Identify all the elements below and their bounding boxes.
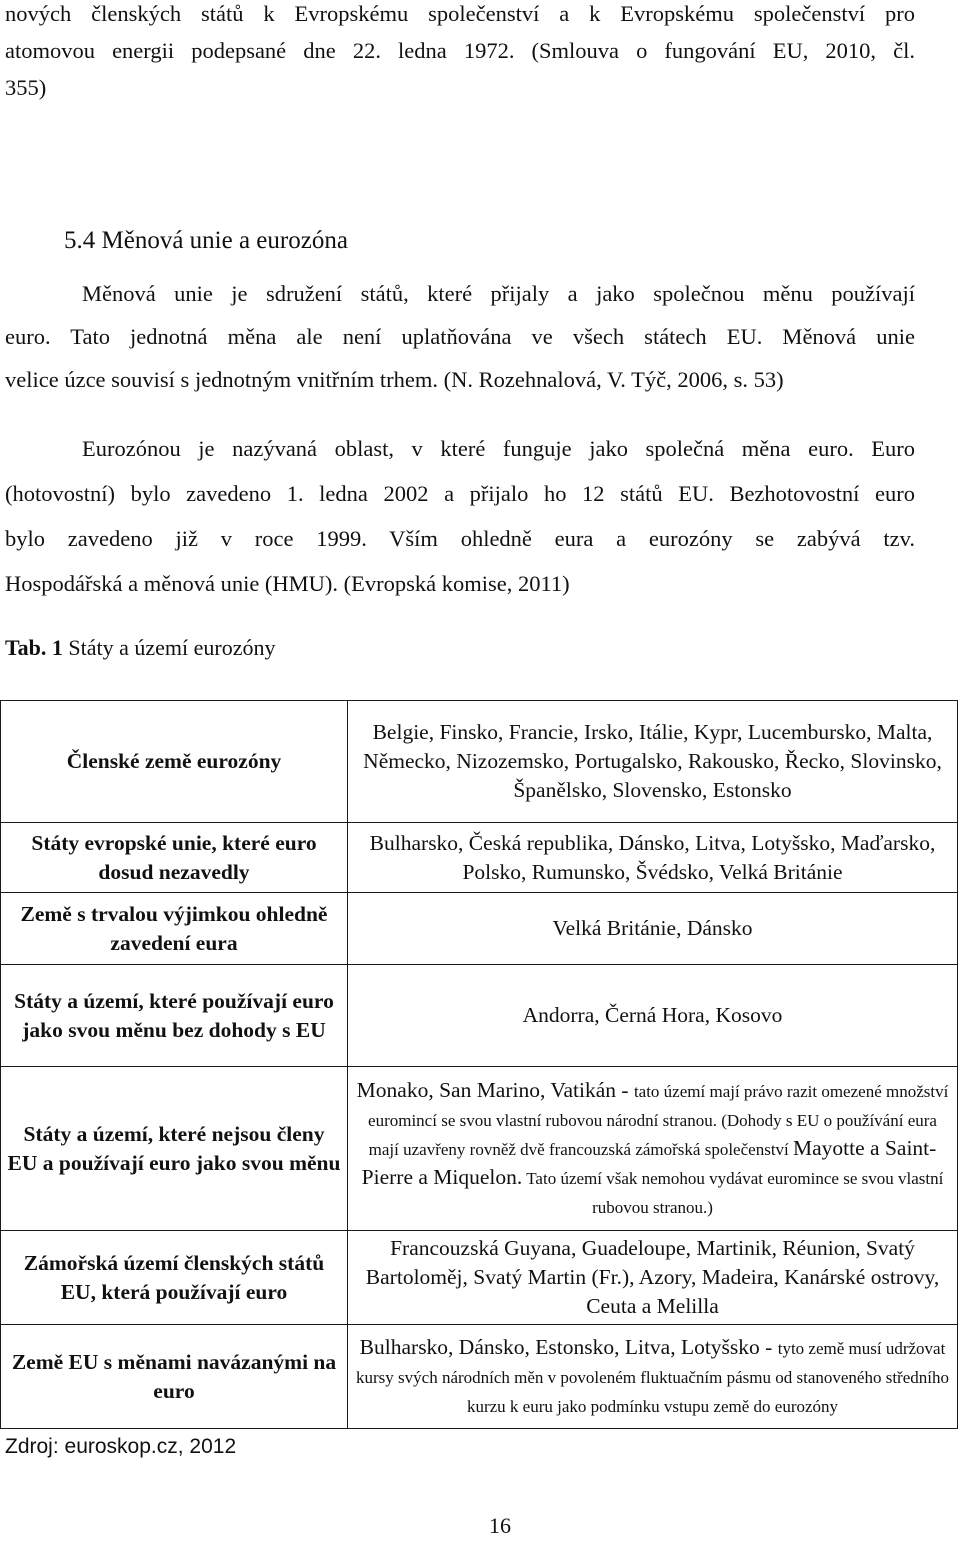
table-row-label: Státy a území, které používají euro jako svou měnu bez dohody s EU: [1, 965, 348, 1067]
table-row: [1, 1325, 958, 1429]
paragraph-2-line-2: (hotovostní) bylo zavedeno 1. ledna 2002 a přijalo ho 12 států EU. Bezhotovostní euro: [5, 481, 915, 506]
table-row-label: Státy a území, které nejsou členy EU a používají euro jako svou měnu: [1, 1067, 348, 1231]
table-row: [1, 823, 958, 893]
table-row-value: [348, 1325, 958, 1429]
paragraph-1-line-1: Měnová unie je sdružení států, které přijaly a jako společnou měnu používají: [82, 281, 915, 306]
table-row-value: Bulharsko, Česká republika, Dánsko, Litva, Lotyšsko, Maďarsko, Polsko, Rumunsko, Švédsko, Velká Británie: [348, 823, 958, 893]
intro-line-2: atomovou energii podepsané dne 22. ledna 1972. (Smlouva o fungování EU, 2010, čl.: [5, 38, 915, 63]
table-source: Zdroj: euroskop.cz, 2012: [5, 1435, 237, 1458]
paragraph-2-line-1: Eurozónou je nazývaná oblast, v které funguje jako společná měna euro. Euro: [82, 436, 915, 461]
table-row: [1, 965, 958, 1067]
table-caption: [5, 634, 276, 662]
table-value-note-1: tyto země musí udržovat kursy svých národních měn v povoleném fluktuačním pásmu od stanoveného středního kurzu k euru jako podmínku vstupu země do eurozóny: [356, 1339, 949, 1416]
table-row: [1, 701, 958, 823]
table-row: [1, 893, 958, 965]
table-value-note-1: tato území mají právo razit omezené množství euromincí se svou vlastní rubovou národní stranou. (Dohody s EU o používání eura mají uzavřeny rovněž dvě francouzská zámořská společenství: [368, 1082, 949, 1159]
table-row-label: Státy evropské unie, které euro dosud nezavedly: [1, 823, 348, 893]
table-row-label: Země EU s měnami navázanými na euro: [1, 1325, 348, 1429]
intro-line-3: 355): [5, 75, 47, 100]
table-row-label: Členské země eurozóny: [1, 701, 348, 823]
table-caption-text: Státy a území eurozóny: [62, 635, 276, 660]
paragraph-2-line-4: Hospodářská a měnová unie (HMU). (Evropská komise, 2011): [5, 571, 570, 596]
page-number: 16: [489, 1513, 511, 1538]
table-value-main-1: Monako, San Marino, Vatikán -: [356, 1078, 634, 1102]
table-row-value: Belgie, Finsko, Francie, Irsko, Itálie, Kypr, Lucembursko, Malta, Německo, Nizozemsko, Portugalsko, Rakousko, Řecko, Slovinsko, Španělsko, Slovensko, Estonsko: [348, 701, 958, 823]
intro-line-1: nových členských států k Evropskému společenství a k Evropskému společenství pro: [5, 1, 915, 26]
table-row-value: Andorra, Černá Hora, Kosovo: [348, 965, 958, 1067]
table-row-label: Zámořská území členských států EU, která používají euro: [1, 1231, 348, 1325]
table-caption-label: Tab. 1: [5, 635, 63, 660]
table-row-value: Velká Británie, Dánsko: [348, 893, 958, 965]
paragraph-2-line-3: bylo zavedeno již v roce 1999. Vším ohledně eura a eurozóny se zabývá tzv.: [5, 526, 915, 551]
table-value-note-2: Tato území však nemohou vydávat euromince se svou vlastní rubovou stranou.): [522, 1169, 944, 1217]
table-row: [1, 1231, 958, 1325]
table-row: [1, 1067, 958, 1231]
table-row-value: [348, 1067, 958, 1231]
table-value-main-2: Mayotte a Saint-Pierre a Miquelon.: [361, 1136, 937, 1189]
table-row-label: Země s trvalou výjimkou ohledně zavedení eura: [1, 893, 348, 965]
paragraph-1-line-2: euro. Tato jednotná měna ale není uplatňována ve všech státech EU. Měnová unie: [5, 324, 915, 349]
table-row-value: Francouzská Guyana, Guadeloupe, Martinik, Réunion, Svatý Bartoloměj, Svatý Martin (Fr.), Azory, Madeira, Kanárské ostrovy, Ceuta a Melilla: [348, 1231, 958, 1325]
section-heading: 5.4 Měnová unie a eurozóna: [64, 227, 348, 254]
paragraph-1-line-3: velice úzce souvisí s jednotným vnitřním trhem. (N. Rozehnalová, V. Týč, 2006, s. 53): [5, 367, 784, 392]
eurozone-table: [0, 700, 958, 1429]
table-value-main-1: Bulharsko, Dánsko, Estonsko, Litva, Lotyšsko -: [359, 1335, 778, 1359]
